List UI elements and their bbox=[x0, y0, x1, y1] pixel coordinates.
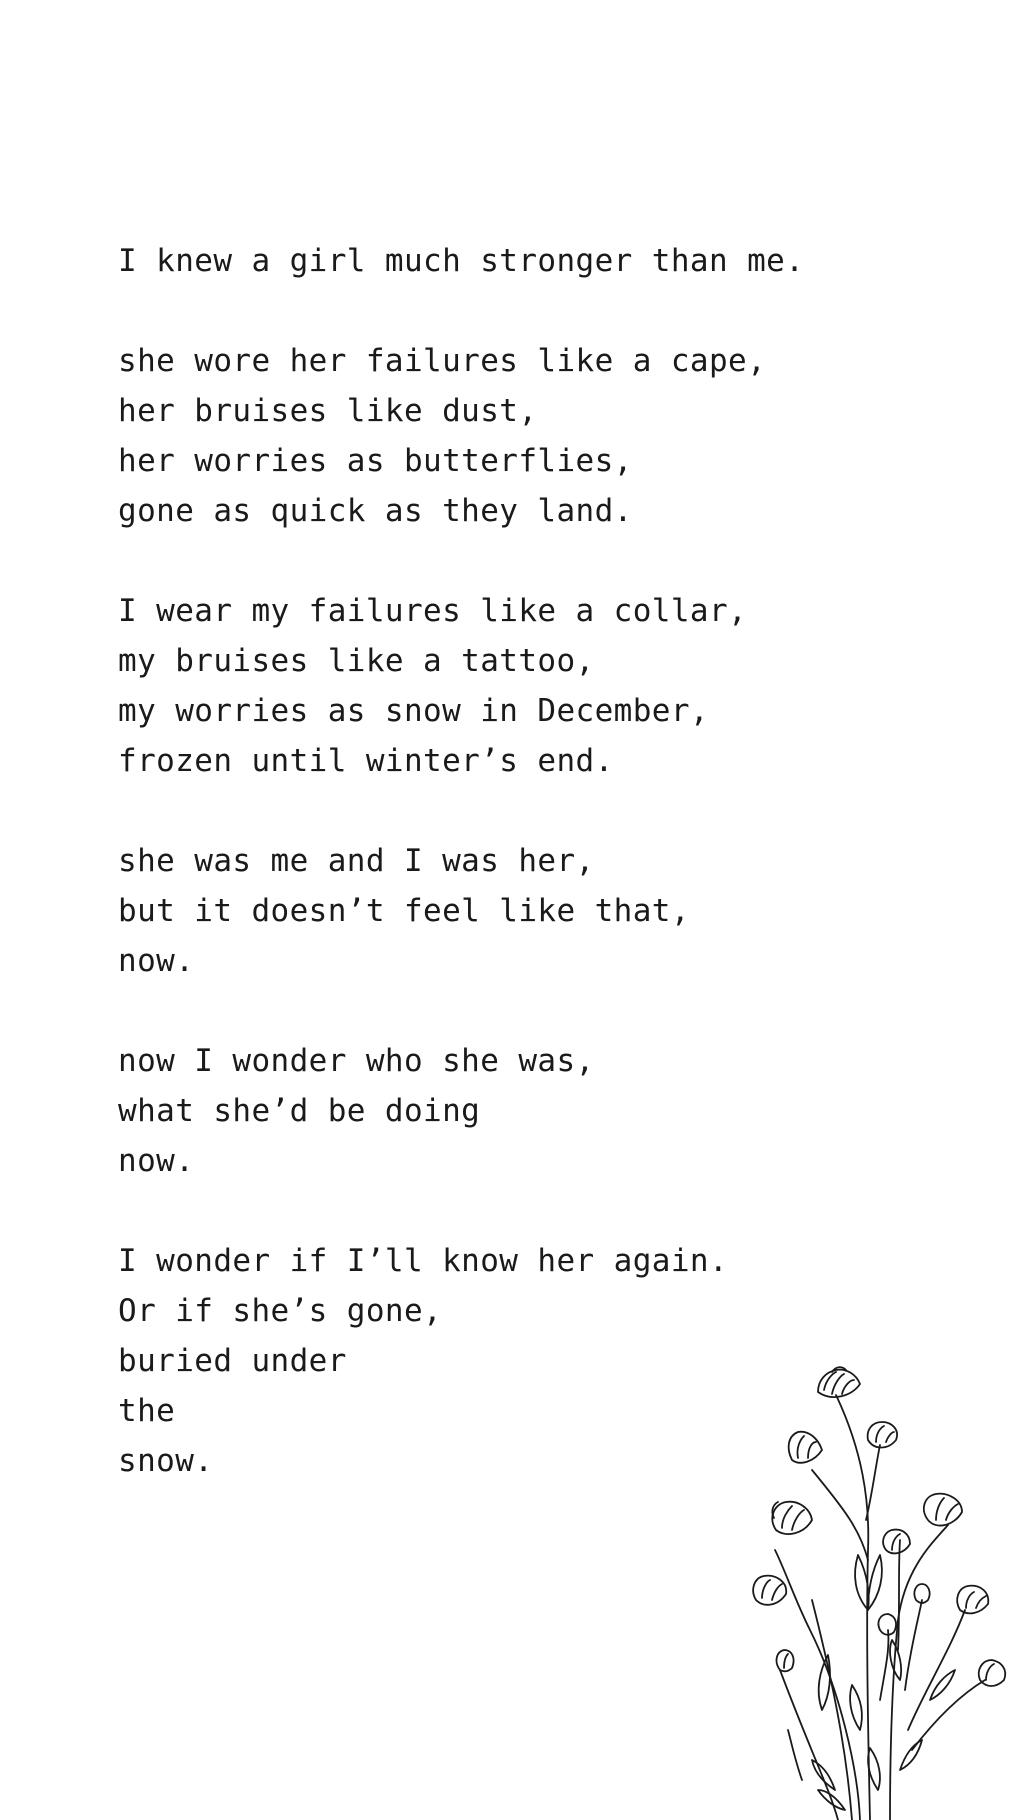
poem-line: but it doesn’t feel like that, bbox=[118, 893, 690, 929]
poem bbox=[118, 236, 998, 1536]
poem-line: I knew a girl much stronger than me. bbox=[118, 243, 805, 279]
poem-line: Or if she’s gone, bbox=[118, 1293, 443, 1329]
poem-line: buried under bbox=[118, 1343, 347, 1379]
poem-line: now I wonder who she was, bbox=[118, 1043, 595, 1079]
poem-line: her bruises like dust, bbox=[118, 393, 538, 429]
stanza-4 bbox=[118, 836, 998, 986]
stanza-2 bbox=[118, 336, 998, 536]
poem-line: now. bbox=[118, 1143, 195, 1179]
flower-bouquet-icon bbox=[740, 1350, 1010, 1820]
stanza-5 bbox=[118, 1036, 998, 1186]
poem-line: my worries as snow in December, bbox=[118, 693, 709, 729]
poem-line: frozen until winter’s end. bbox=[118, 743, 614, 779]
poem-line: snow. bbox=[118, 1443, 214, 1479]
poem-line: what she’d be doing bbox=[118, 1093, 481, 1129]
stanza-3 bbox=[118, 586, 998, 786]
poem-line: she was me and I was her, bbox=[118, 843, 595, 879]
stanza-1 bbox=[118, 236, 998, 286]
poem-line: the bbox=[118, 1393, 176, 1429]
poem-line: I wear my failures like a collar, bbox=[118, 593, 748, 629]
poem-line: her worries as butterflies, bbox=[118, 443, 633, 479]
poem-line: she wore her failures like a cape, bbox=[118, 343, 767, 379]
poem-line: now. bbox=[118, 943, 195, 979]
poem-line: I wonder if I’ll know her again. bbox=[118, 1243, 729, 1279]
poem-line: gone as quick as they land. bbox=[118, 493, 633, 529]
poem-line: my bruises like a tattoo, bbox=[118, 643, 595, 679]
